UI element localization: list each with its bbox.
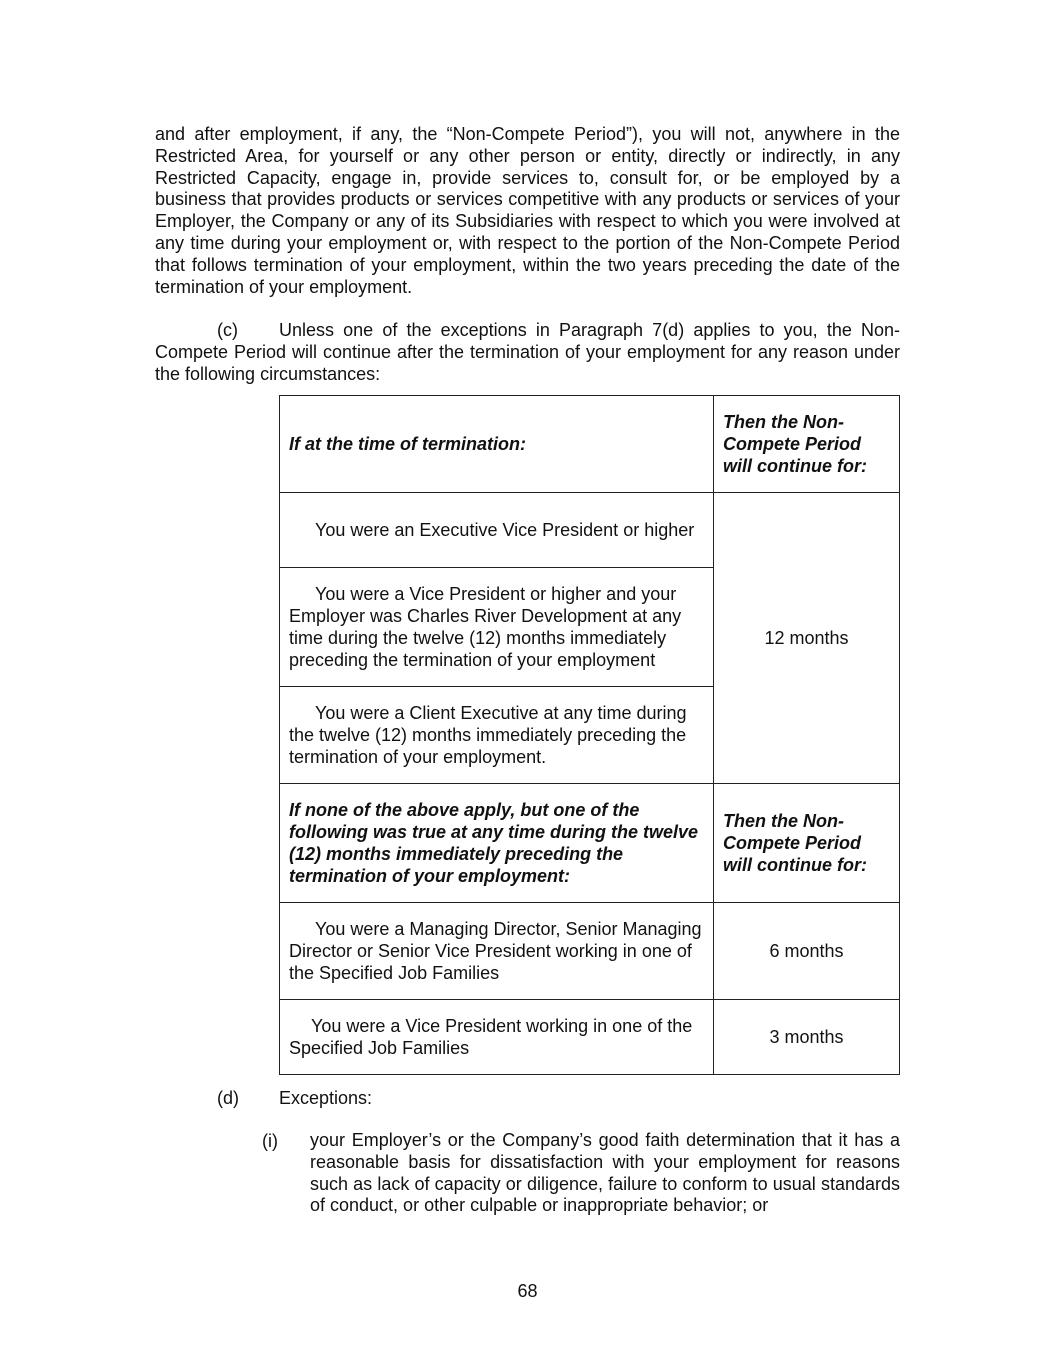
table-cell: You were a Client Executive at any time during the twelve (12) months immediately preceding the termination of your employment. bbox=[280, 687, 714, 784]
table-row bbox=[280, 784, 900, 903]
table-cell-period: 12 months bbox=[714, 493, 900, 784]
paragraph-d-label: (d) bbox=[217, 1088, 239, 1108]
page-number: 68 bbox=[517, 1281, 538, 1301]
table-cell: You were a Vice President working in one of the Specified Job Families bbox=[280, 1000, 714, 1075]
table-header-cell: If none of the above apply, but one of the following was true at any time during the twelve (12) months immediately preceding the termination of your employment: bbox=[280, 784, 714, 903]
table-header-cell: Then the Non-Compete Period will continue for: bbox=[714, 396, 900, 493]
table-cell-period: 6 months bbox=[714, 903, 900, 1000]
paragraph-c bbox=[155, 320, 900, 385]
table-cell: You were a Vice President or higher and your Employer was Charles River Development at any time during the twelve (12) months immediately preceding the termination of your employment bbox=[280, 568, 714, 687]
table-row bbox=[280, 493, 900, 568]
exception-item-label: (i) bbox=[262, 1131, 278, 1151]
table-header-cell: Then the Non-Compete Period will continue for: bbox=[714, 784, 900, 903]
non-compete-period-table bbox=[279, 395, 900, 1075]
table-row bbox=[280, 1000, 900, 1075]
paragraph-d-title: Exceptions: bbox=[279, 1088, 373, 1108]
table-row bbox=[280, 903, 900, 1000]
table-cell: You were a Managing Director, Senior Managing Director or Senior Vice President working in one of the Specified Job Families bbox=[280, 903, 714, 1000]
table-row bbox=[280, 396, 900, 493]
paragraph-non-compete: and after employment, if any, the “Non-Compete Period”), you will not, anywhere in the Restricted Area, for yourself or any other person or entity, directly or indirectly, in any Restricted Capacity, engage in, provide services to, consult for, or be employed by a business that provides products or services competitive with any products or services of your Employer, the Company or any of its Subsidiaries with respect to which you were involved at any time during your employment or, with respect to the portion of the Non-Compete Period that follows termination of your employment, within the two years preceding the date of the termination of your employment. bbox=[155, 124, 900, 297]
paragraph-c-text: Unless one of the exceptions in Paragraph 7(d) applies to you, the Non-Compete Period will continue after the termination of your employment for any reason under the following circumstances: bbox=[155, 320, 900, 384]
table-header-cell: If at the time of termination: bbox=[280, 396, 714, 493]
table-cell: You were an Executive Vice President or higher bbox=[280, 493, 714, 568]
exception-item-text: your Employer’s or the Company’s good faith determination that it has a reasonable basis for dissatisfaction with your employment for reasons such as lack of capacity or diligence, failure to conform to usual standards of conduct, or other culpable or inappropriate behavior; or bbox=[310, 1130, 900, 1216]
table-cell-period: 3 months bbox=[714, 1000, 900, 1075]
paragraph-c-label: (c) bbox=[217, 320, 238, 340]
